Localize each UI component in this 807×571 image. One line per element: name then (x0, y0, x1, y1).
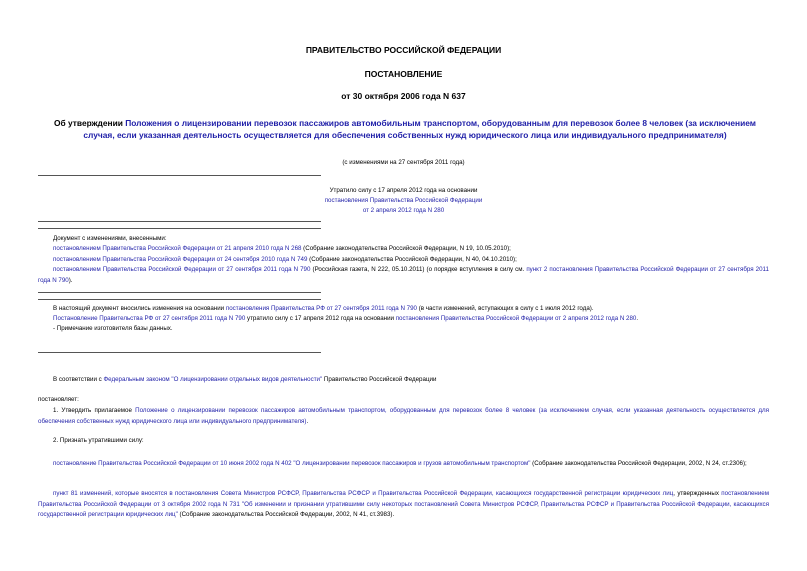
amendments-intro: Документ с изменениями, внесенными: (53, 235, 167, 242)
amendment-link[interactable]: постановлением Правительства Российской Федерации от 27 сентября 2011 года N 790 (53, 266, 311, 273)
preamble: В соответствии с Федеральным законом "О лицензировании отдельных видов деятельности" Правительство Российской Федерации (53, 376, 437, 383)
repealed-item: постановление Правительства Российской Федерации от 10 июня 2002 года N 402 "О лицензировании перевозок пассажиров и грузов автомобильным транспортом" (Собрание законодательства Российской Федерации, 2002, N 24, ст.2306); (53, 460, 747, 467)
repeal-decree-link[interactable]: постановления Правительства Российской Федерации (324, 197, 483, 204)
title-regulation-link[interactable]: Положения о лицензировании перевозок пассажиров автомобильным транспортом, оборудованным для перевозок более 8 человек (за исключением случая, если указанная деятельность осуществляется для обеспечения собственных нужд юридического лица или индивидуального предпринимателя) (83, 118, 756, 140)
editor-note: - Примечание изготовителя базы данных. (53, 325, 173, 332)
divider (38, 221, 321, 222)
amendment-item: постановлением Правительства Российской Федерации от 21 апреля 2010 года N 268 (Собрание законодательства Российской Федерации, N 19, 10.05.2010); (53, 245, 511, 252)
divider (38, 228, 321, 229)
edition-note: (с изменениями на 27 сентября 2011 года) (342, 159, 465, 166)
regulation-link[interactable]: Положение о лицензировании перевозок пассажиров автомобильным транспортом, оборудованным для перевозок более 8 человек (за исключением случая, если указанная деятельность осуществляется для обеспечения собственных нужд юридического лица или индивидуального предпринимателя) (38, 407, 769, 425)
amending-decree-link[interactable]: постановлением Правительства Российской Федерации от 3 октября 2002 года N 731 "Об изменении и признании утратившими силу некоторых постановлений Совета Министров РСФСР, Правительства РСФСР и Правительства Российской Федерации, касающихся государственной регистрации юридических лиц" (38, 490, 769, 518)
decree-word: постановляет: (38, 396, 79, 403)
note-decree-link[interactable]: Постановление Правительства РФ от 27 сентября 2011 года N 790 (53, 315, 246, 322)
repeal-decree-date-link[interactable]: от 2 апреля 2012 года N 280 (362, 207, 445, 214)
divider (38, 352, 321, 353)
repealed-item: пункт 81 изменений, которые вносятся в постановления Совета Министров РСФСР, Правительства РСФСР и Правительства Российской Федерации, касающихся государственной регистрации юридических лиц, утвержденных постановлением Правительства Российской Федерации от 3 октября 2002 года N 731 "Об изменении и признании утратившими силу некоторых постановлений Совета Министров РСФСР, Правительства РСФСР и Правительства Российской Федерации, касающихся государственной регистрации юридических лиц" (Собрание законодательства Российской Федерации, 2002, N 41, ст.3983). (38, 490, 769, 518)
title-prefix: Об утверждении (54, 118, 126, 128)
divider (38, 299, 321, 300)
amendment-item: постановлением Правительства Российской Федерации от 27 сентября 2011 года N 790 (Российская газета, N 222, 05.10.2011) (о порядке вступления в силу см. пункт 2 постановления Правительства Российской Федерации от 27 сентября 2011 года N 790). (38, 266, 769, 284)
editor-note: Постановление Правительства РФ от 27 сентября 2011 года N 790 утратило силу с 17 апреля 2012 года на основании постановления Правительства Российской Федерации от 2 апреля 2012 года N 280. (53, 315, 639, 322)
divider (38, 292, 321, 293)
document-title (40, 117, 770, 141)
federal-law-link[interactable]: Федеральным законом "О лицензировании отдельных видов деятельности" (103, 376, 323, 383)
paragraph-1: 1. Утвердить прилагаемое Положение о лицензировании перевозок пассажиров автомобильным транспортом, оборудованным для перевозок более 8 человек (за исключением случая, если указанная деятельность осуществляется для обеспечения собственных нужд юридического лица или индивидуального предпринимателя). (38, 407, 769, 425)
paragraph-2: 2. Признать утратившими силу: (53, 437, 144, 444)
amendment-link[interactable]: постановлением Правительства Российской Федерации от 24 сентября 2010 года N 749 (53, 256, 308, 263)
doc-date-number: от 30 октября 2006 года N 637 (341, 91, 466, 101)
repealed-clause-link[interactable]: пункт 81 изменений, которые вносятся в постановления Совета Министров РСФСР, Правительства РСФСР и Правительства Российской Федерации, касающихся государственной регистрации юридических лиц (53, 490, 674, 497)
repeal-line-1: Утратило силу с 17 апреля 2012 года на основании (329, 187, 478, 194)
note-decree-link[interactable]: постановления Правительства РФ от 27 сентября 2011 года N 790 (225, 305, 417, 312)
effective-date-link[interactable]: пункт 2 постановления Правительства Российской Федерации от 27 сентября 2011 года N 790 (38, 266, 769, 284)
amendment-item: постановлением Правительства Российской Федерации от 24 сентября 2010 года N 749 (Собрание законодательства Российской Федерации, N 40, 04.10.2010); (53, 256, 517, 263)
note-repeal-link[interactable]: постановления Правительства Российской Федерации от 2 апреля 2012 года N 280 (395, 315, 637, 322)
government-header: ПРАВИТЕЛЬСТВО РОССИЙСКОЙ ФЕДЕРАЦИИ (305, 45, 502, 55)
doc-type-heading: ПОСТАНОВЛЕНИЕ (364, 69, 443, 79)
divider (38, 175, 321, 176)
repealed-decree-link[interactable]: постановление Правительства Российской Федерации от 10 июня 2002 года N 402 "О лицензировании перевозок пассажиров и грузов автомобильным транспортом" (53, 460, 531, 467)
editor-note: В настоящий документ вносились изменения на основании постановления Правительства РФ от 27 сентября 2011 года N 790 (в части изменений, вступающих в силу с 1 июля 2012 года). (53, 305, 594, 312)
amendment-link[interactable]: постановлением Правительства Российской Федерации от 21 апреля 2010 года N 268 (53, 245, 302, 252)
